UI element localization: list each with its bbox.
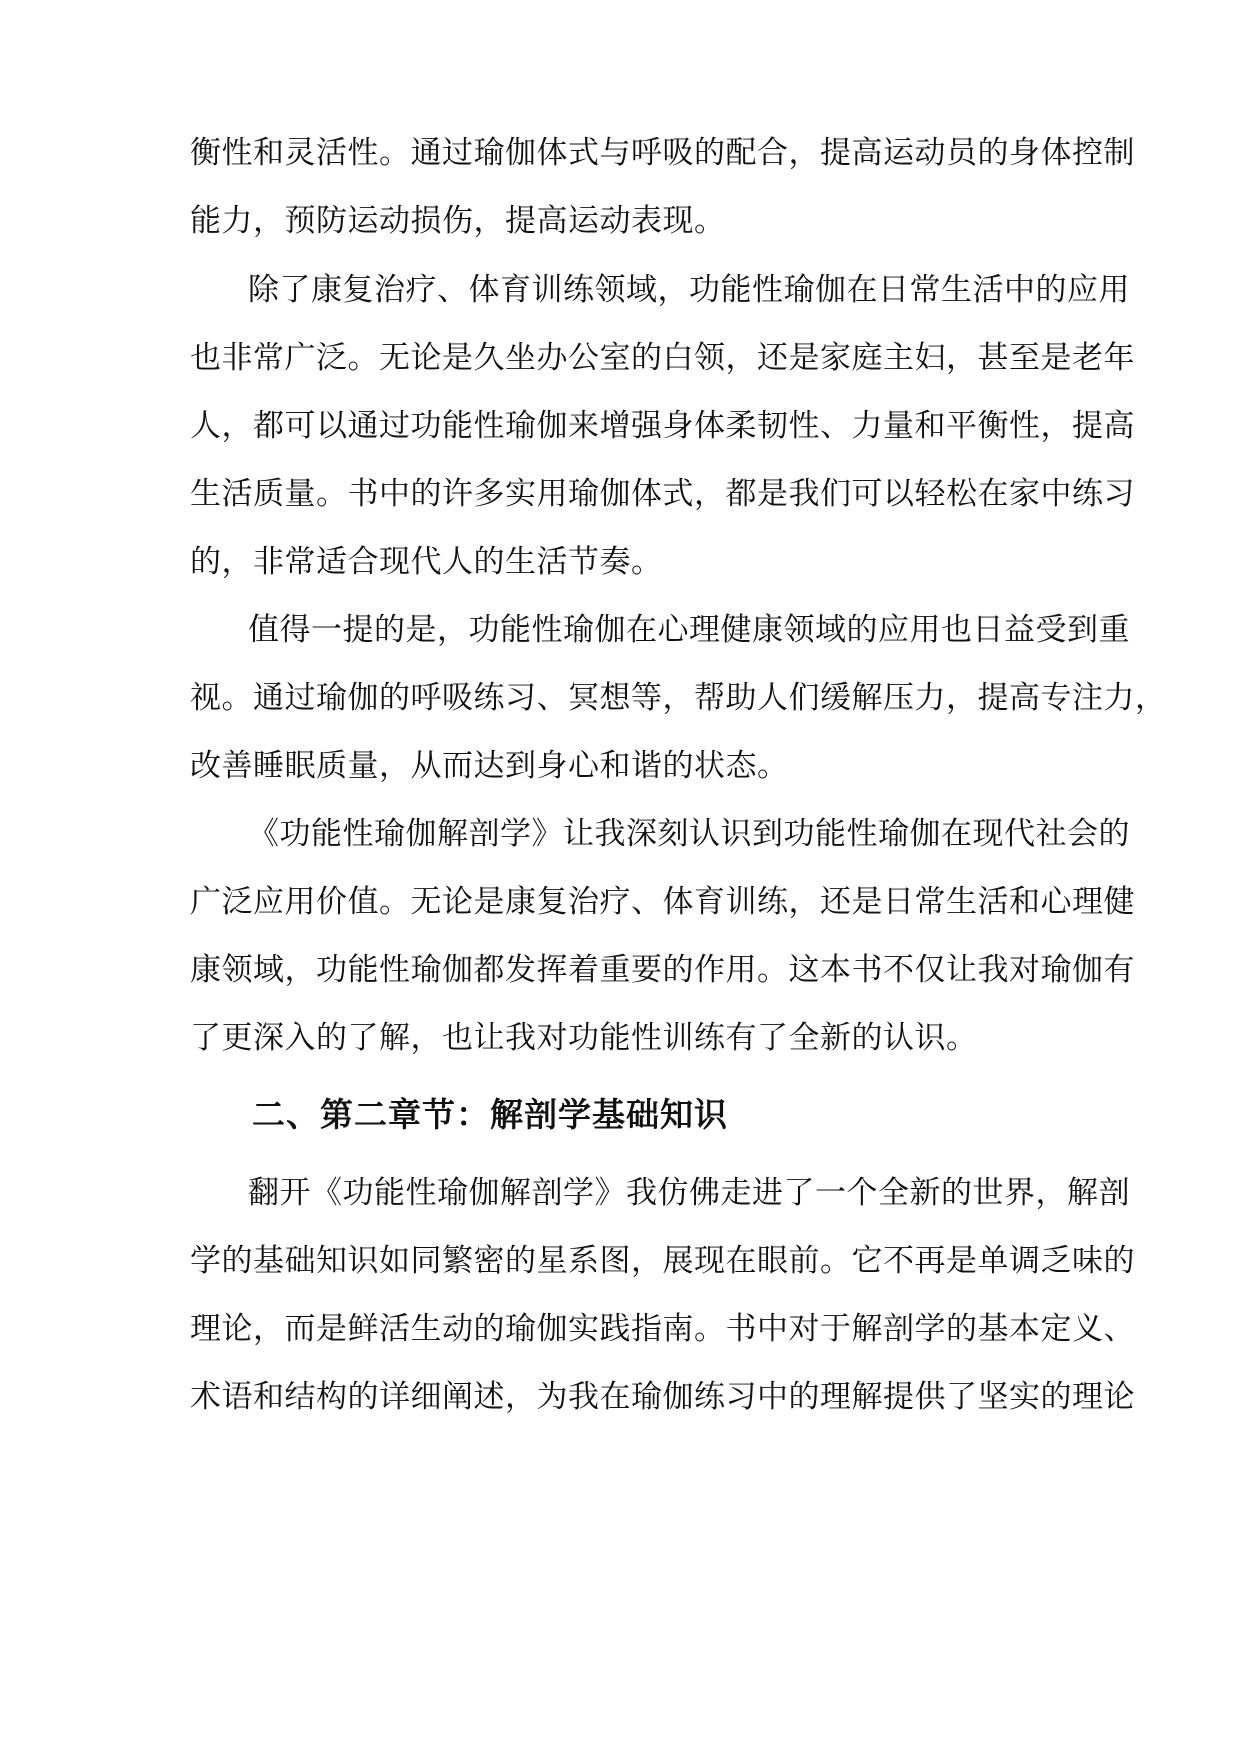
section-heading: 二、第二章节：解剖学基础知识 (252, 1095, 728, 1134)
text-line: 了更深入的了解，也让我对功能性训练有了全新的认识。 (190, 1020, 978, 1056)
text-line: 改善睡眠质量，从而达到身心和谐的状态。 (190, 748, 789, 784)
text-line: 翻开《功能性瑜伽解剖学》我仿佛走进了一个全新的世界，解剖 (248, 1175, 1130, 1211)
text-line: 衡性和灵活性。通过瑜伽体式与呼吸的配合，提高运动员的身体控制 (190, 135, 1135, 171)
text-line: 视。通过瑜伽的呼吸练习、冥想等，帮助人们缓解压力，提高专注力， (190, 680, 1167, 716)
text-line: 人，都可以通过功能性瑜伽来增强身体柔韧性、力量和平衡性，提高 (190, 408, 1135, 444)
text-line: 也非常广泛。无论是久坐办公室的白领，还是家庭主妇，甚至是老年 (190, 340, 1135, 376)
text-line: 理论，而是鲜活生动的瑜伽实践指南。书中对于解剖学的基本定义、 (190, 1311, 1135, 1347)
text-line: 能力，预防运动损伤，提高运动表现。 (190, 203, 726, 239)
text-line: 学的基础知识如同繁密的星系图，展现在眼前。它不再是单调乏味的 (190, 1243, 1135, 1279)
text-line: 术语和结构的详细阐述，为我在瑜伽练习中的理解提供了坚实的理论 (190, 1379, 1135, 1415)
text-line: 广泛应用价值。无论是康复治疗、体育训练，还是日常生活和心理健 (190, 884, 1135, 920)
text-line: 康领域，功能性瑜伽都发挥着重要的作用。这本书不仅让我对瑜伽有 (190, 952, 1135, 988)
text-line: 的，非常适合现代人的生活节奏。 (190, 544, 663, 580)
text-line: 除了康复治疗、体育训练领域，功能性瑜伽在日常生活中的应用 (248, 272, 1130, 308)
text-line: 值得一提的是，功能性瑜伽在心理健康领域的应用也日益受到重 (248, 612, 1130, 648)
text-line: 《功能性瑜伽解剖学》让我深刻认识到功能性瑜伽在现代社会的 (248, 816, 1130, 852)
text-line: 生活质量。书中的许多实用瑜伽体式，都是我们可以轻松在家中练习 (190, 476, 1135, 512)
